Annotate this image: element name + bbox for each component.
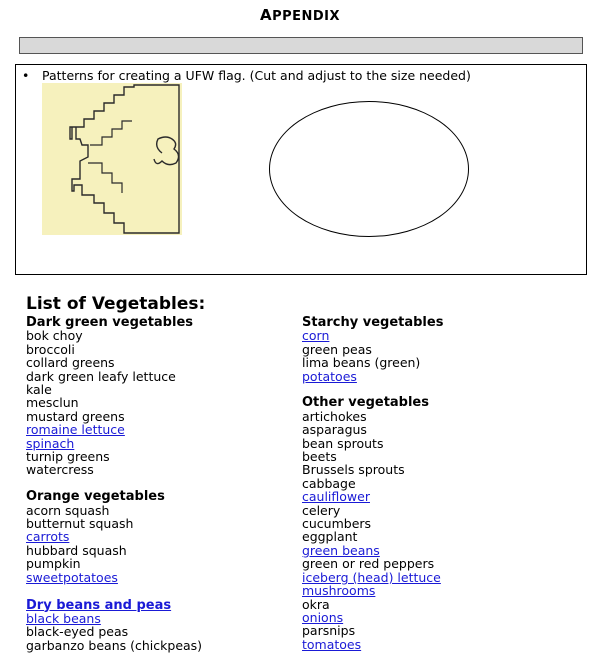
list-item: acorn squash — [26, 502, 110, 518]
list-item: watercress — [26, 462, 94, 478]
list-item: lima beans (green) — [302, 355, 421, 371]
title-initial: A — [259, 6, 273, 24]
other-heading: Other vegetables — [302, 395, 429, 411]
onions-link[interactable]: onions — [302, 609, 344, 625]
eagle-pattern-image — [42, 83, 182, 235]
list-item: beets — [302, 449, 337, 465]
list-item: bok choy — [26, 328, 83, 344]
list-item: green peas — [302, 341, 372, 357]
vegetables-column-right — [302, 316, 443, 651]
sweetpotatoes-link[interactable]: sweetpotatoes — [26, 569, 118, 585]
page-title — [0, 6, 600, 24]
eagle-pattern-icon — [42, 83, 182, 235]
list-item: dark green leafy lettuce — [26, 368, 176, 384]
dark-green-heading: Dark green vegetables — [26, 315, 193, 330]
vegetables-column-left — [26, 316, 202, 652]
list-item: black-eyed peas — [26, 624, 129, 640]
pattern-instruction-text: Patterns for creating a UFW flag. (Cut and adjust to the size needed) — [42, 68, 471, 83]
list-item: parsnips — [302, 623, 356, 639]
list-item: cucumbers — [302, 516, 372, 532]
romaine-lettuce-link[interactable]: romaine lettuce — [26, 422, 125, 438]
cauliflower-link[interactable]: cauliflower — [302, 489, 370, 505]
list-item: mesclun — [26, 395, 79, 411]
tomatoes-link[interactable]: tomatoes — [302, 636, 362, 652]
title-rest: PPENDIX — [272, 9, 341, 24]
list-item: cabbage — [302, 475, 356, 491]
vegetables-list-heading: List of Vegetables: — [26, 294, 206, 314]
list-item: artichokes — [302, 408, 367, 424]
flag-pattern-box — [15, 64, 587, 275]
carrots-link[interactable]: carrots — [26, 529, 70, 545]
list-item: hubbard squash — [26, 542, 127, 558]
list-item: bean sprouts — [302, 435, 384, 451]
list-item: butternut squash — [26, 516, 134, 532]
circle-pattern-shape — [269, 101, 469, 237]
list-item: broccoli — [26, 341, 75, 357]
corn-link[interactable]: corn — [302, 328, 330, 344]
list-item: celery — [302, 502, 341, 518]
bullet-icon: • — [22, 68, 30, 83]
list-item: asparagus — [302, 422, 367, 438]
list-item: turnip greens — [26, 449, 110, 465]
list-item: collard greens — [26, 355, 115, 371]
list-item: pumpkin — [26, 556, 81, 572]
iceberg-lettuce-link[interactable]: iceberg (head) lettuce — [302, 569, 441, 585]
list-item: kale — [26, 382, 52, 398]
list-item: eggplant — [302, 529, 358, 545]
list-item: green or red peppers — [302, 556, 435, 572]
spinach-link[interactable]: spinach — [26, 435, 75, 451]
list-item: Brussels sprouts — [302, 462, 405, 478]
list-item: garbanzo beans (chickpeas) — [26, 637, 203, 653]
orange-heading: Orange vegetables — [26, 489, 165, 505]
starchy-heading: Starchy vegetables — [302, 315, 444, 330]
list-item: okra — [302, 596, 330, 612]
pattern-instruction — [22, 68, 471, 83]
mushrooms-link[interactable]: mushrooms — [302, 583, 376, 599]
potatoes-link[interactable]: potatoes — [302, 368, 357, 384]
grey-divider-bar — [19, 37, 583, 54]
black-beans-link[interactable]: black beans — [26, 610, 101, 626]
list-item: mustard greens — [26, 408, 125, 424]
dry-beans-heading-link[interactable]: Dry beans and peas — [26, 597, 172, 613]
green-beans-link[interactable]: green beans — [302, 542, 380, 558]
